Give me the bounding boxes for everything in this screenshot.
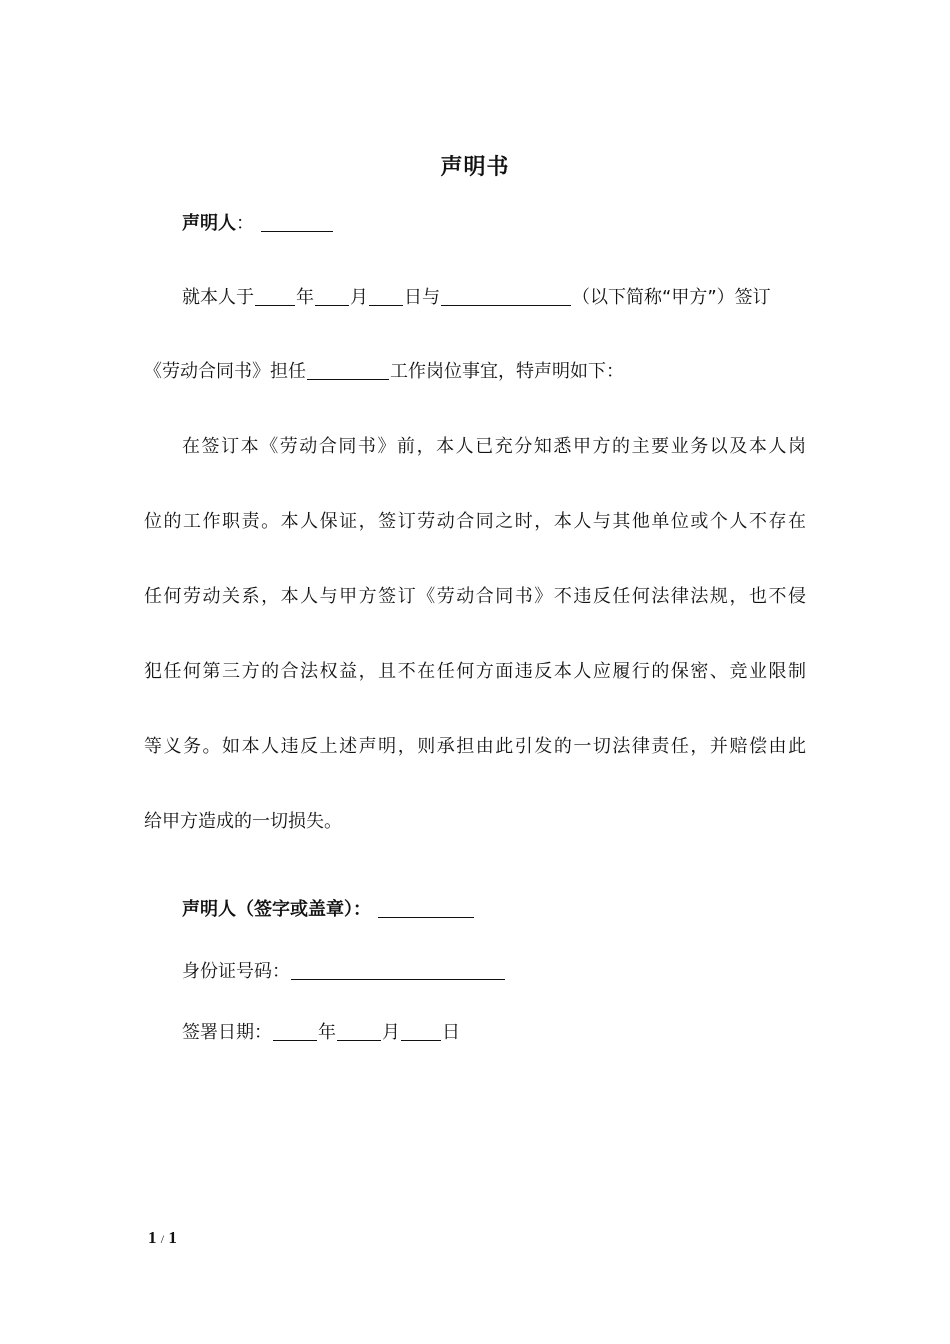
declarant-line: [182, 212, 782, 236]
signature-label: 声明人（签字或盖章）：: [182, 899, 371, 920]
intro-text-3: 《劳动合同书》担任: [144, 361, 306, 382]
position-blank[interactable]: [307, 361, 389, 380]
intro-text-1: 就本人于: [182, 287, 254, 308]
id-number-blank[interactable]: [291, 961, 505, 980]
declarant-label: 声明人: [182, 213, 236, 234]
id-number-line: [182, 960, 782, 984]
intro-month: 月: [350, 287, 368, 308]
intro-day: 日与: [404, 287, 440, 308]
date-month-blank[interactable]: [337, 1022, 381, 1041]
declarant-blank[interactable]: [261, 213, 333, 232]
signature-blank[interactable]: [378, 899, 474, 918]
day-blank[interactable]: [369, 287, 403, 306]
page-separator: /: [160, 1232, 165, 1246]
intro-text-4: 工作岗位事宜，特声明如下：: [390, 361, 624, 382]
page-total: 1: [168, 1228, 177, 1247]
declarant-colon: ：: [236, 213, 254, 234]
sign-date-line: [182, 1021, 782, 1045]
date-month: 月: [382, 1022, 400, 1043]
party-a-blank[interactable]: [441, 287, 571, 306]
intro-line-2: [144, 360, 806, 384]
page-current: 1: [148, 1228, 157, 1247]
month-blank[interactable]: [315, 287, 349, 306]
body-line-3: 任何劳动关系，本人与甲方签订《劳动合同书》不违反任何法律法规，也不侵: [144, 586, 806, 607]
date-day: 日: [442, 1022, 460, 1043]
page-number: [148, 1228, 177, 1248]
intro-line-1: [182, 286, 806, 310]
intro-year: 年: [296, 287, 314, 308]
signature-line: [182, 898, 782, 922]
date-year-blank[interactable]: [273, 1022, 317, 1041]
year-blank[interactable]: [255, 287, 295, 306]
body-line-4: 犯任何第三方的合法权益，且不在任何方面违反本人应履行的保密、竞业限制: [144, 661, 806, 682]
document-title: 声明书: [440, 155, 510, 180]
date-year: 年: [318, 1022, 336, 1043]
body-line-1: 在签订本《劳动合同书》前，本人已充分知悉甲方的主要业务以及本人岗: [182, 436, 806, 457]
intro-text-2: （以下简称“甲方”）签订: [572, 287, 771, 308]
date-day-blank[interactable]: [401, 1022, 441, 1041]
date-label: 签署日期：: [182, 1022, 272, 1043]
body-line-5: 等义务。如本人违反上述声明，则承担由此引发的一切法律责任，并赔偿由此: [144, 736, 806, 757]
id-label: 身份证号码：: [182, 961, 290, 982]
body-line-6: 给甲方造成的一切损失。: [144, 811, 342, 832]
body-line-2: 位的工作职责。本人保证，签订劳动合同之时，本人与其他单位或个人不存在: [144, 511, 806, 532]
